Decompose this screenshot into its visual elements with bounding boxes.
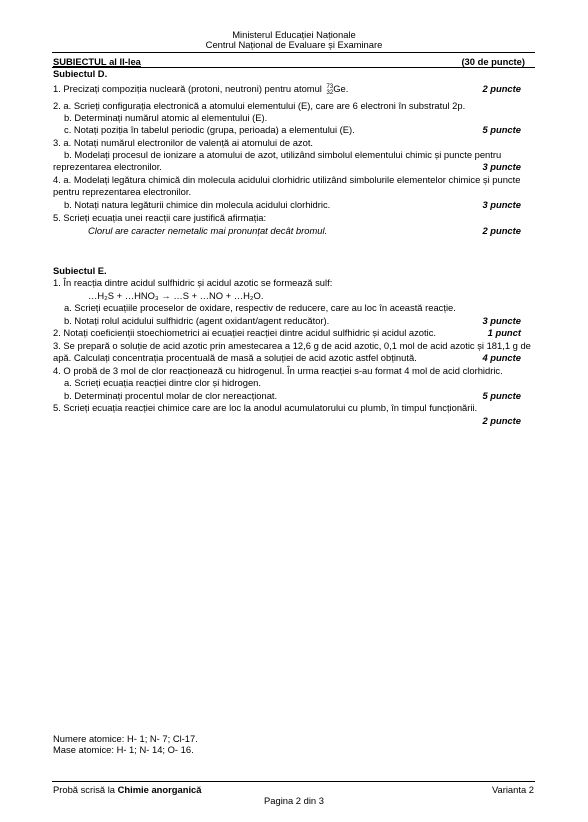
section-e-question-1-line1: 1. În reacția dintre acidul sulfhidric și acidul azotic se formează sulf: — [53, 277, 333, 288]
footer-subject: Chimie anorganică — [117, 784, 202, 795]
reaction-equation: …H₂S + …HNO₃ → …S + …NO + …H₂O. — [88, 290, 264, 301]
atomic-numbers-note: Numere atomice: H- 1; N- 7; Cl-17. — [53, 733, 198, 744]
section-d-question-2b: b. Determinați numărul atomic al elementului (E). — [64, 112, 268, 123]
section-d-question-4a-line1: 4. a. Modelați legătura chimică din molecula acidului clorhidric utilizând simbolurile elementelor chimice și puncte — [53, 174, 521, 185]
header-divider — [52, 52, 535, 53]
section-e-question-3-line1: 3. Se prepară o soluție de acid azotic prin amestecarea a 12,6 g de acid azotic, 0,1 mol de acid azotic și 181,1 g de — [53, 340, 531, 351]
section-d-question-2c: c. Notați poziția în tabelul periodic (grupa, perioada) a elementului (E). — [64, 124, 355, 135]
section-d-question-1 — [53, 83, 348, 96]
section-d-question-3b-line2: reprezentarea electronilor. — [53, 161, 162, 172]
footer-exam-name — [53, 784, 202, 795]
section-e-question-4-line1: 4. O probă de 3 mol de clor reacționează cu hidrogenul. În urma reacției s-au format 4 mol de acid clorhidric. — [53, 365, 503, 376]
element-symbol: Ge. — [333, 83, 349, 94]
section-d-question-5-statement: Clorul are caracter nemetalic mai pronunțat decât bromul. — [88, 225, 328, 236]
footer-divider — [52, 781, 535, 782]
footer-prefix: Probă scrisă la — [53, 784, 118, 795]
footer-variant: Varianta 2 — [491, 784, 534, 795]
section-d-question-2a: 2. a. Scrieți configurația electronică a atomului elementului (E), care are 6 electroni în substratul 2p. — [53, 100, 466, 111]
section-e-question-1b: b. Notați rolul acidului sulfhidric (agent oxidant/agent reducător). — [64, 315, 330, 326]
section-d-title: Subiectul D. — [53, 68, 108, 79]
points-e5: 2 puncte — [482, 415, 521, 426]
points-d2: 5 puncte — [482, 124, 521, 135]
subject-points: (30 de puncte) — [461, 56, 525, 67]
points-d5: 2 puncte — [482, 225, 521, 236]
subject-title: SUBIECTUL al II-lea — [53, 56, 141, 67]
section-e-question-4a: a. Scrieți ecuația reacției dintre clor și hidrogen. — [64, 377, 261, 388]
section-e-title: Subiectul E. — [53, 265, 107, 276]
points-d1: 2 puncte — [482, 83, 521, 94]
subject-divider — [52, 67, 535, 68]
section-d-question-4a-line2: pentru reprezentarea electronilor. — [53, 186, 192, 197]
section-d-question-4b: b. Notați natura legăturii chimice din molecula acidului clorhidric. — [64, 199, 331, 210]
center-name: Centrul Național de Evaluare și Examinare — [205, 39, 383, 50]
section-e-question-2: 2. Notați coeficienții stoechiometrici ai ecuației reacției dintre acidul sulfhidric și acidul azotic. — [53, 327, 436, 338]
section-e-question-5: 5. Scrieți ecuația reacției chimice care are loc la anodul acumulatorului cu plumb, în timpul funcționării. — [53, 402, 478, 413]
points-d4: 3 puncte — [482, 199, 521, 210]
atomic-masses-note: Mase atomice: H- 1; N- 14; O- 16. — [53, 744, 194, 755]
ministry-name: Ministerul Educației Naționale — [232, 29, 356, 40]
section-d-question-5-line1: 5. Scrieți ecuația unei reacții care justifică afirmația: — [53, 212, 267, 223]
section-e-question-4b: b. Determinați procentul molar de clor nereacționat. — [64, 390, 278, 401]
section-e-question-1a: a. Scrieți ecuațiile proceselor de oxidare, respectiv de reducere, care au loc în această reacție. — [64, 302, 456, 313]
points-e3: 4 puncte — [482, 352, 521, 363]
points-e4: 5 puncte — [482, 390, 521, 401]
points-e1: 3 puncte — [482, 315, 521, 326]
page-number: Pagina 2 din 3 — [264, 795, 324, 806]
mass-number: 73 — [326, 83, 334, 90]
question-text: 1. Precizați compoziția nucleară (protoni, neutroni) pentru atomul — [53, 83, 325, 94]
section-e-question-3-line2: apă. Calculați concentrația procentuală de masă a soluției de acid azotic astfel obținută. — [53, 352, 417, 363]
section-d-question-3a: 3. a. Notați numărul electronilor de valență ai atomului de azot. — [53, 137, 314, 148]
atomic-number: 32 — [326, 89, 334, 96]
section-d-question-3b-line1: b. Modelați procesul de ionizare a atomului de azot, utilizând simbolul elementului chimic și puncte pentru — [64, 149, 502, 160]
points-e2: 1 punct — [487, 327, 521, 338]
points-d3: 3 puncte — [482, 161, 521, 172]
